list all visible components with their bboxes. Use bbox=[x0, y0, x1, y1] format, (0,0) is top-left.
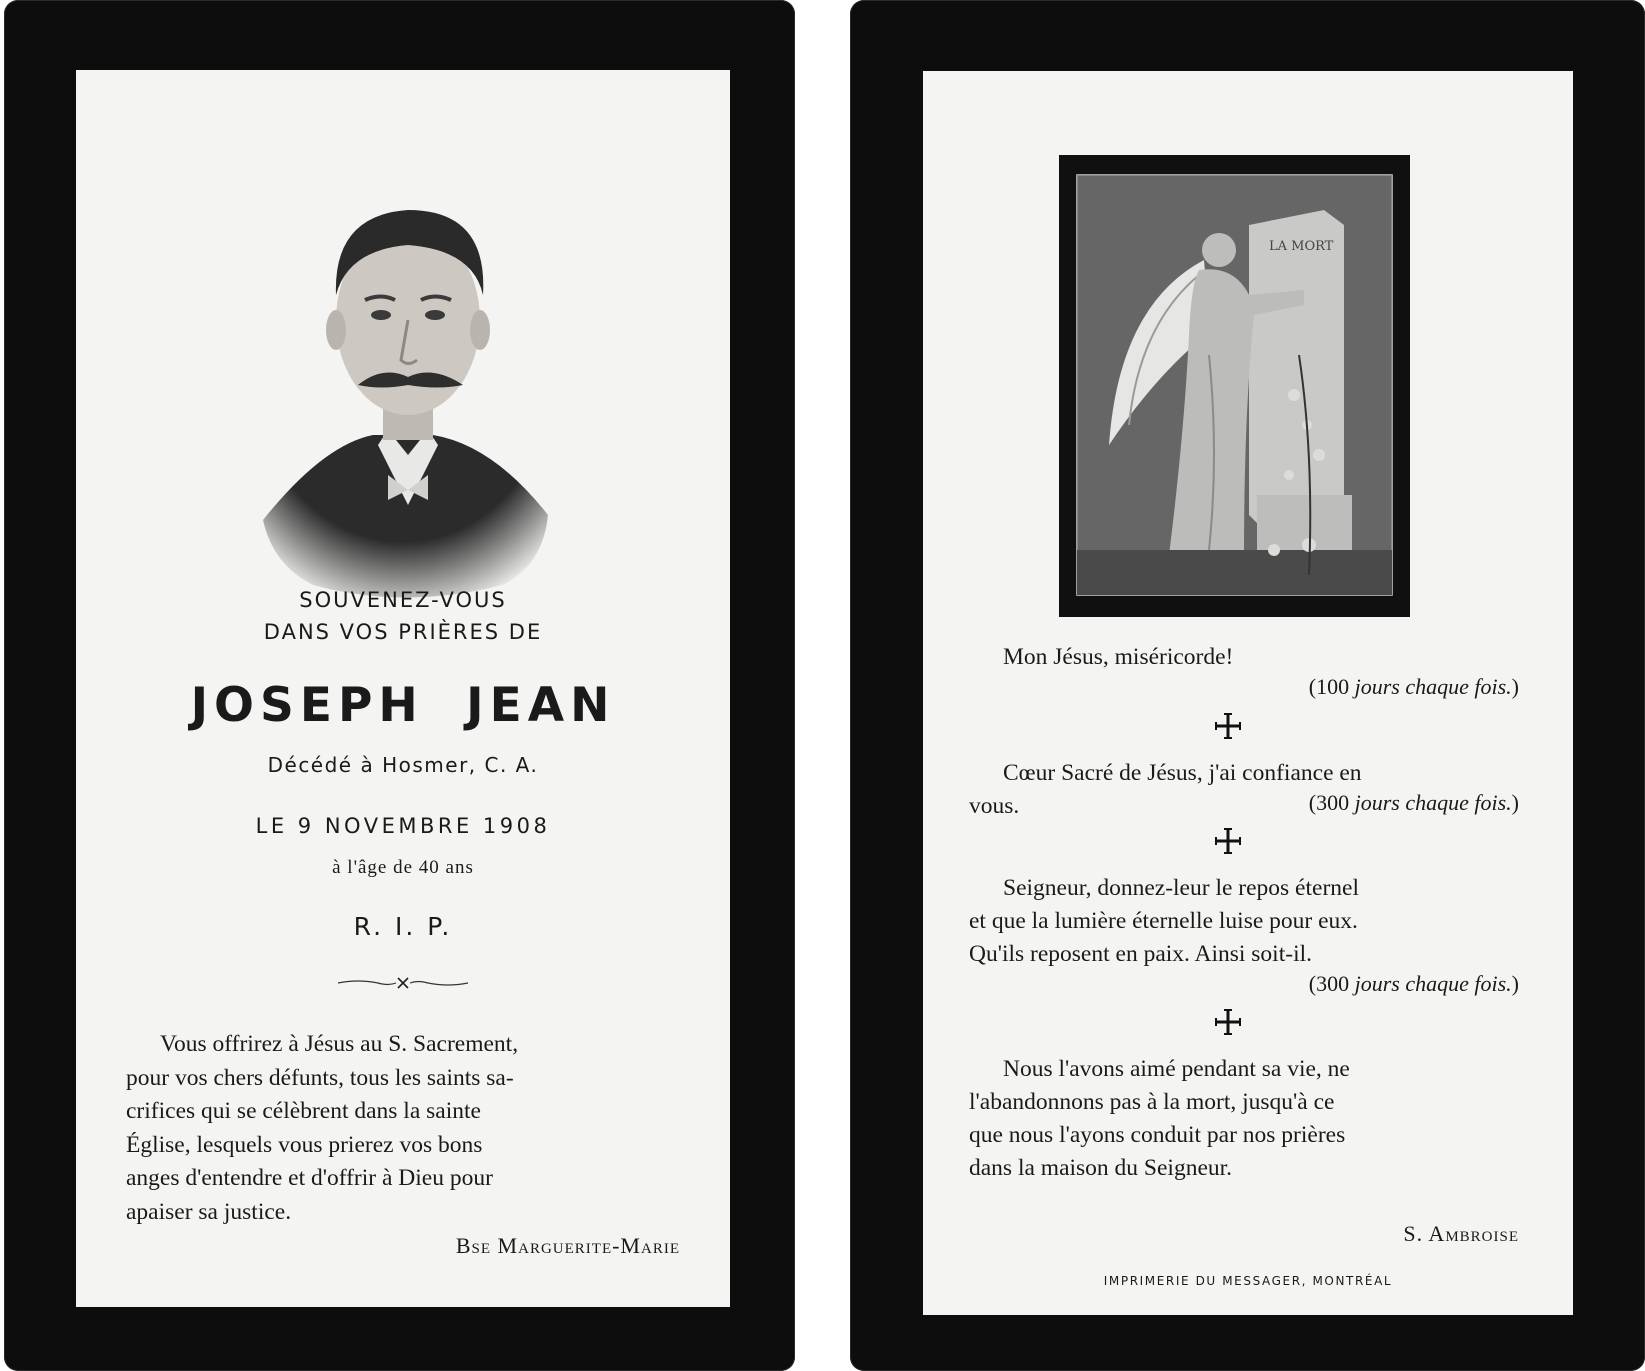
prayer-line: apaiser sa justice. bbox=[126, 1198, 292, 1225]
portrait-photo bbox=[203, 145, 603, 620]
indulgence-2: (300 jours chaque fois.) bbox=[1308, 790, 1519, 815]
prayer-line: crifices qui se célèbrent dans la sainte bbox=[126, 1098, 481, 1124]
prayer-line: Vous offrirez à Jésus au S. Sacrement, bbox=[160, 1031, 519, 1057]
date-of-death: LE 9 NOVEMBRE 1908 bbox=[255, 814, 551, 838]
rip-text: R. I. P. bbox=[353, 912, 453, 941]
prayer-2-line-2: vous. bbox=[969, 793, 1020, 819]
tombstone-inscription: LA MORT bbox=[1269, 239, 1334, 254]
prayer-4-line: l'abandonnons pas à la mort, jusqu'à ce bbox=[969, 1089, 1335, 1115]
heading-line-1: SOUVENEZ-VOUS bbox=[299, 588, 507, 612]
prayer-2-line-1: Cœur Sacré de Jésus, j'ai confiance en bbox=[1003, 760, 1362, 786]
prayer-3-line: Qu'ils reposent en paix. Ainsi soit-il. bbox=[969, 941, 1312, 967]
place-of-death: Décédé à Hosmer, C. A. bbox=[267, 753, 539, 777]
cross-icon bbox=[1215, 713, 1241, 739]
prayer-1-text: Mon Jésus, miséricorde! bbox=[1003, 644, 1234, 670]
ornament-divider bbox=[338, 976, 468, 990]
printer-imprint: IMPRIMERIE DU MESSAGER, MONTRÉAL bbox=[1103, 1274, 1393, 1288]
angel-engraving bbox=[1059, 155, 1410, 617]
prayer-line: pour vos chers défunts, tous les saints sa- bbox=[126, 1064, 514, 1091]
memorial-card-back bbox=[850, 0, 1645, 1371]
card-back-panel bbox=[923, 71, 1573, 1315]
attribution-ambroise: S. Ambroise bbox=[1403, 1221, 1519, 1246]
deceased-name: JOSEPH JEAN bbox=[190, 678, 616, 733]
prayer-3-line: Seigneur, donnez-leur le repos éternel bbox=[1003, 875, 1359, 901]
prayer-4-line: que nous l'ayons conduit par nos prières bbox=[969, 1122, 1346, 1148]
prayer-3 bbox=[969, 872, 1529, 971]
card-front-panel bbox=[76, 70, 730, 1307]
indulgence-1: (100 jours chaque fois.) bbox=[1308, 674, 1519, 699]
attribution: Bse Marguerite-Marie bbox=[455, 1233, 680, 1258]
prayer-4-line: Nous l'avons aimé pendant sa vie, ne bbox=[1003, 1056, 1350, 1082]
prayer-1 bbox=[969, 641, 1529, 674]
memorial-card-front bbox=[4, 0, 795, 1371]
prayer-3-line: et que la lumière éternelle luise pour eux. bbox=[969, 908, 1358, 934]
cross-icon bbox=[1215, 828, 1241, 854]
heading-line-2: DANS VOS PRIÈRES DE bbox=[263, 620, 543, 644]
prayer-line: Église, lesquels vous prierez vos bons bbox=[126, 1131, 483, 1158]
prayer-line: anges d'entendre et d'offrir à Dieu pour bbox=[126, 1165, 493, 1191]
age-at-death: à l'âge de 40 ans bbox=[332, 857, 474, 878]
prayer-4-line: dans la maison du Seigneur. bbox=[969, 1155, 1233, 1181]
cross-icon bbox=[1215, 1009, 1241, 1035]
prayer-4 bbox=[969, 1053, 1529, 1185]
indulgence-3: (300 jours chaque fois.) bbox=[1308, 971, 1519, 996]
prayer-text bbox=[126, 1028, 680, 1229]
